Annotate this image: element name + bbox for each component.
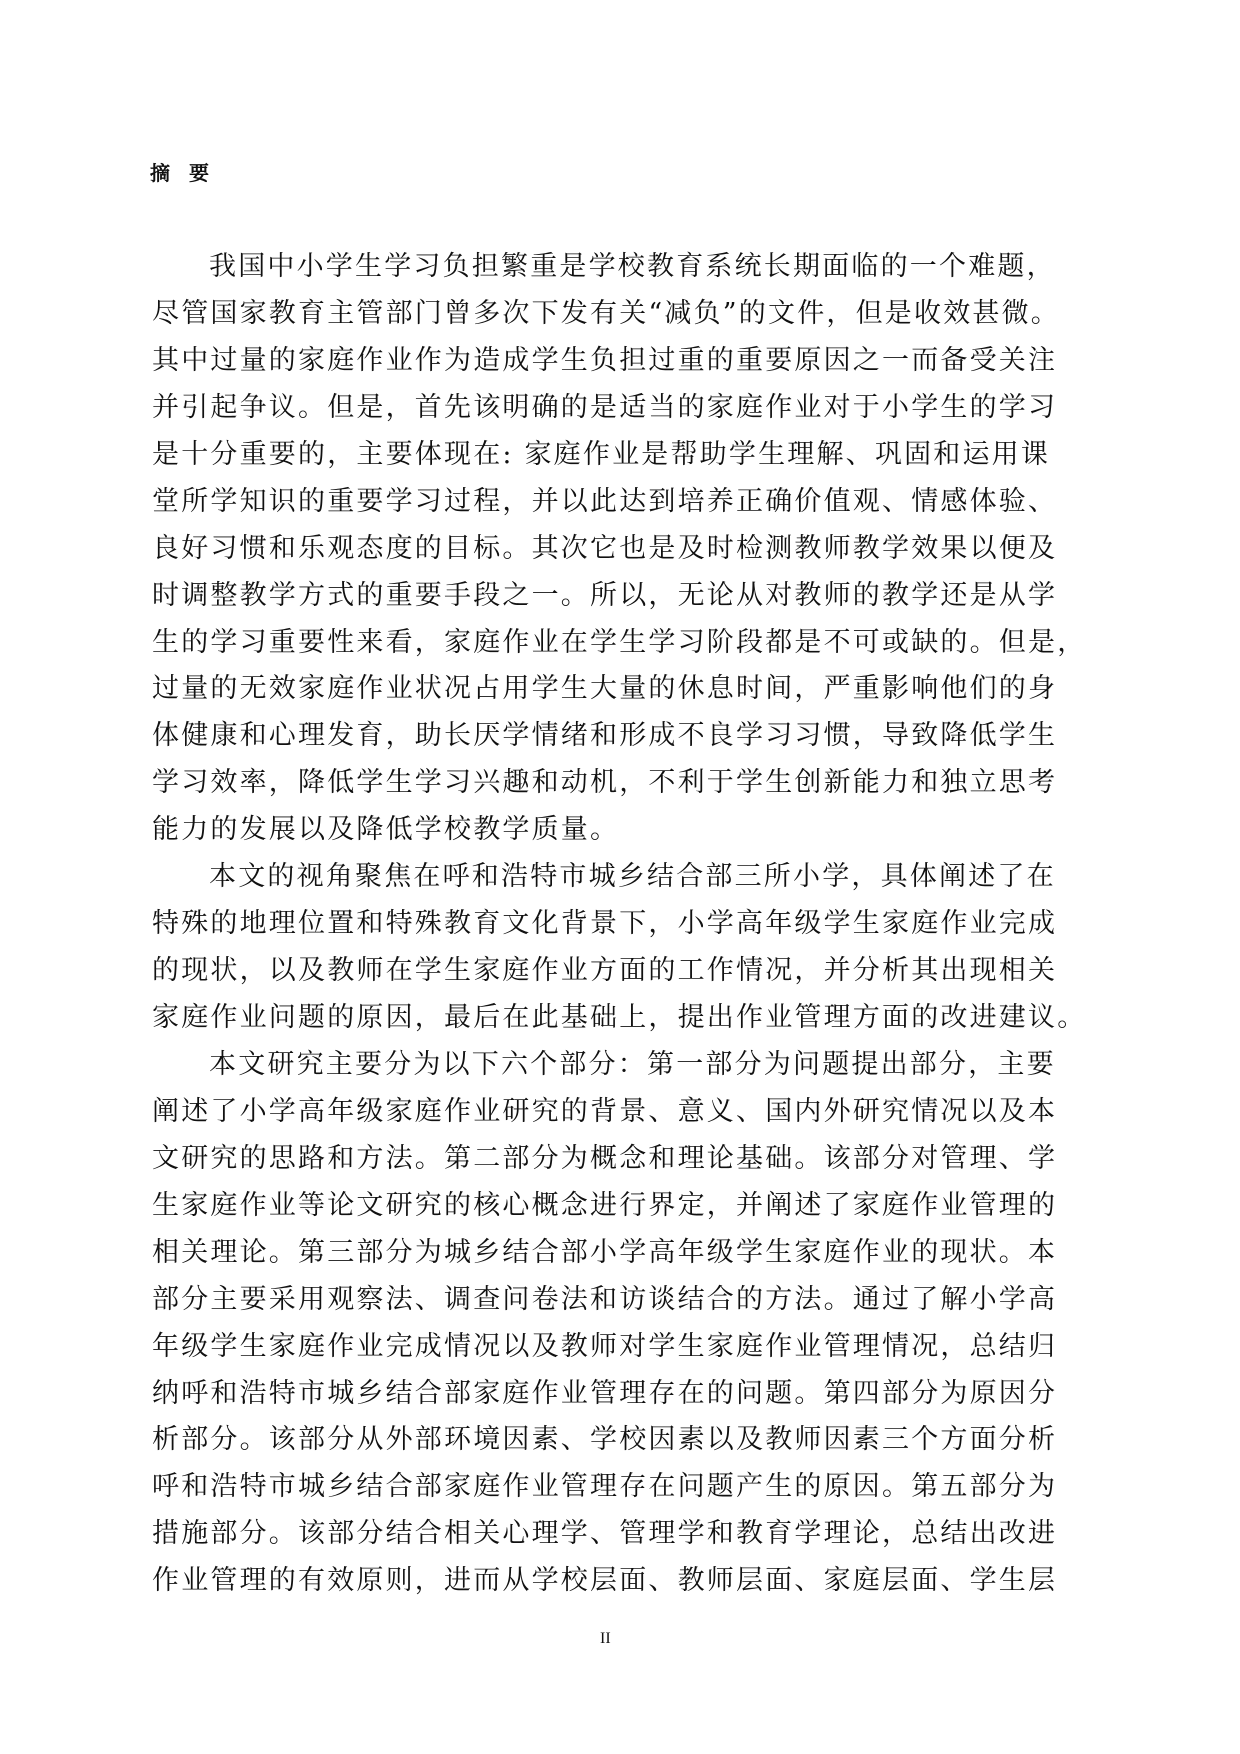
text-line: 本文研究主要分为以下六个部分：第一部分为问题提出部分，主要: [209, 1048, 1056, 1080]
text-line: 部分主要采用观察法、调查问卷法和访谈结合的方法。通过了解小学高: [152, 1283, 1058, 1315]
page-number: II: [600, 1630, 611, 1647]
text-line: 纳呼和浩特市城乡结合部家庭作业管理存在的问题。第四部分为原因分: [152, 1377, 1058, 1409]
text-line: 生家庭作业等论文研究的核心概念进行界定，并阐述了家庭作业管理的: [152, 1189, 1058, 1221]
text-line: 我国中小学生学习负担繁重是学校教育系统长期面临的一个难题，: [209, 251, 1056, 282]
text-line: 文研究的思路和方法。第二部分为概念和理论基础。该部分对管理、学: [152, 1142, 1058, 1174]
text-line: 良好习惯和乐观态度的目标。其次它也是及时检测教师教学效果以便及: [152, 532, 1058, 564]
text-line: 堂所学知识的重要学习过程，并以此达到培养正确价值观、情感体验、: [152, 485, 1058, 517]
text-line: 过量的无效家庭作业状况占用学生大量的休息时间，严重影响他们的身: [152, 673, 1058, 705]
text-line: 生的学习重要性来看，家庭作业在学生学习阶段都是不可或缺的。但是，: [152, 626, 1087, 658]
text-line: 学习效率，降低学生学习兴趣和动机，不利于学生创新能力和独立思考: [152, 767, 1058, 799]
text-line: 体健康和心理发育，助长厌学情绪和形成不良学习习惯，导致降低学生: [152, 720, 1058, 752]
text-line: 家庭作业问题的原因，最后在此基础上，提出作业管理方面的改进建议。: [152, 1002, 1087, 1033]
paragraph: [152, 1042, 1102, 1605]
text-line: 呼和浩特市城乡结合部家庭作业管理存在问题产生的原因。第五部分为: [152, 1471, 1058, 1503]
abstract-body: [152, 244, 1102, 1605]
text-line: 尽管国家教育主管部门曾多次下发有关“减负”的文件，但是收效甚微。: [152, 297, 1061, 329]
text-line: 是十分重要的，主要体现在: 家庭作业是帮助学生理解、巩固和运用课: [152, 438, 1051, 470]
text-line: 特殊的地理位置和特殊教育文化背景下，小学高年级学生家庭作业完成: [152, 908, 1058, 940]
text-line: 的现状，以及教师在学生家庭作业方面的工作情况，并分析其出现相关: [152, 955, 1058, 987]
text-line: 本文的视角聚焦在呼和浩特市城乡结合部三所小学，具体阐述了在: [209, 861, 1056, 893]
text-line: 阐述了小学高年级家庭作业研究的背景、意义、国内外研究情况以及本: [152, 1095, 1058, 1127]
text-line: 时调整教学方式的重要手段之一。所以，无论从对教师的教学还是从学: [152, 579, 1058, 611]
paragraph: [152, 854, 1102, 1042]
text-line: 能力的发展以及降低学校教学质量。: [152, 814, 620, 846]
text-line: 析部分。该部分从外部环境因素、学校因素以及教师因素三个方面分析: [152, 1424, 1058, 1456]
text-line: 并引起争议。但是，首先该明确的是适当的家庭作业对于小学生的学习: [152, 391, 1058, 423]
paragraph: [152, 244, 1102, 854]
text-line: 年级学生家庭作业完成情况以及教师对学生家庭作业管理情况，总结归: [152, 1330, 1058, 1362]
text-line: 作业管理的有效原则，进而从学校层面、教师层面、家庭层面、学生层: [152, 1565, 1058, 1597]
text-line: 措施部分。该部分结合相关心理学、管理学和教育学理论，总结出改进: [152, 1518, 1058, 1550]
text-line: 其中过量的家庭作业作为造成学生负担过重的重要原因之一而备受关注: [152, 344, 1058, 376]
text-line: 相关理论。第三部分为城乡结合部小学高年级学生家庭作业的现状。本: [152, 1236, 1058, 1268]
abstract-heading: 摘 要: [150, 161, 215, 185]
